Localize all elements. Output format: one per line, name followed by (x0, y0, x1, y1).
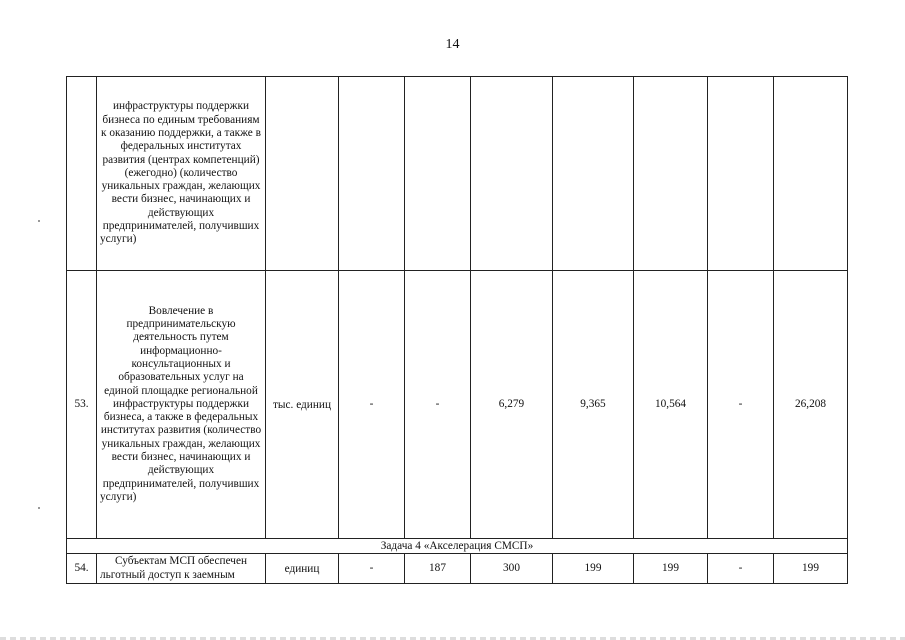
row-number: 53. (67, 271, 97, 539)
value-cell: - (339, 271, 405, 539)
table-row (67, 77, 848, 271)
indicator-description: инфраструктуры поддержки бизнеса по единым требованиям к оказанию поддержки, а также в федеральных институтах развития (центрах компетенций) (ежегодно) (количество уникальных граждан, желающих вести бизнес, начинающих и действующих предпринимателей, получивших услуги) (97, 77, 266, 271)
value-cell: - (708, 554, 774, 584)
scan-speck (38, 220, 40, 222)
scan-speck (38, 507, 40, 509)
value-cell: 199 (553, 554, 634, 584)
value-cell: 26,208 (774, 271, 848, 539)
value-cell: 6,279 (471, 271, 553, 539)
unit-cell: единиц (266, 554, 339, 584)
value-cell (634, 77, 708, 271)
unit-cell: тыс. единиц (266, 271, 339, 539)
task-heading: Задача 4 «Акселерация СМСП» (67, 539, 848, 554)
value-cell: 199 (634, 554, 708, 584)
unit-cell (266, 77, 339, 271)
value-cell (339, 77, 405, 271)
value-cell: 187 (405, 554, 471, 584)
indicator-description: Субъектам МСП обеспечен льготный доступ к заемным (97, 554, 266, 584)
value-cell: - (339, 554, 405, 584)
value-cell: - (708, 271, 774, 539)
value-cell: 10,564 (634, 271, 708, 539)
page-number: 14 (445, 37, 460, 52)
value-cell: 300 (471, 554, 553, 584)
indicator-description: Вовлечение в предпринимательскую деятельность путем информационно-консультационных и образовательных услуг на единой площадке региональной инфраструктуры поддержки бизнеса, а также в федеральных институтах развития (количество уникальных граждан, желающих вести бизнес, начинающих и действующих предпринимателей, получивших услуги) (97, 271, 266, 539)
value-cell: - (405, 271, 471, 539)
value-cell: 9,365 (553, 271, 634, 539)
row-number: 54. (67, 554, 97, 584)
value-cell (405, 77, 471, 271)
value-cell (708, 77, 774, 271)
value-cell: 199 (774, 554, 848, 584)
value-cell (553, 77, 634, 271)
row-number (67, 77, 97, 271)
value-cell (471, 77, 553, 271)
table-row (67, 554, 848, 584)
table-row (67, 271, 848, 539)
indicators-table (66, 76, 848, 584)
value-cell (774, 77, 848, 271)
task-heading-row (67, 539, 848, 554)
